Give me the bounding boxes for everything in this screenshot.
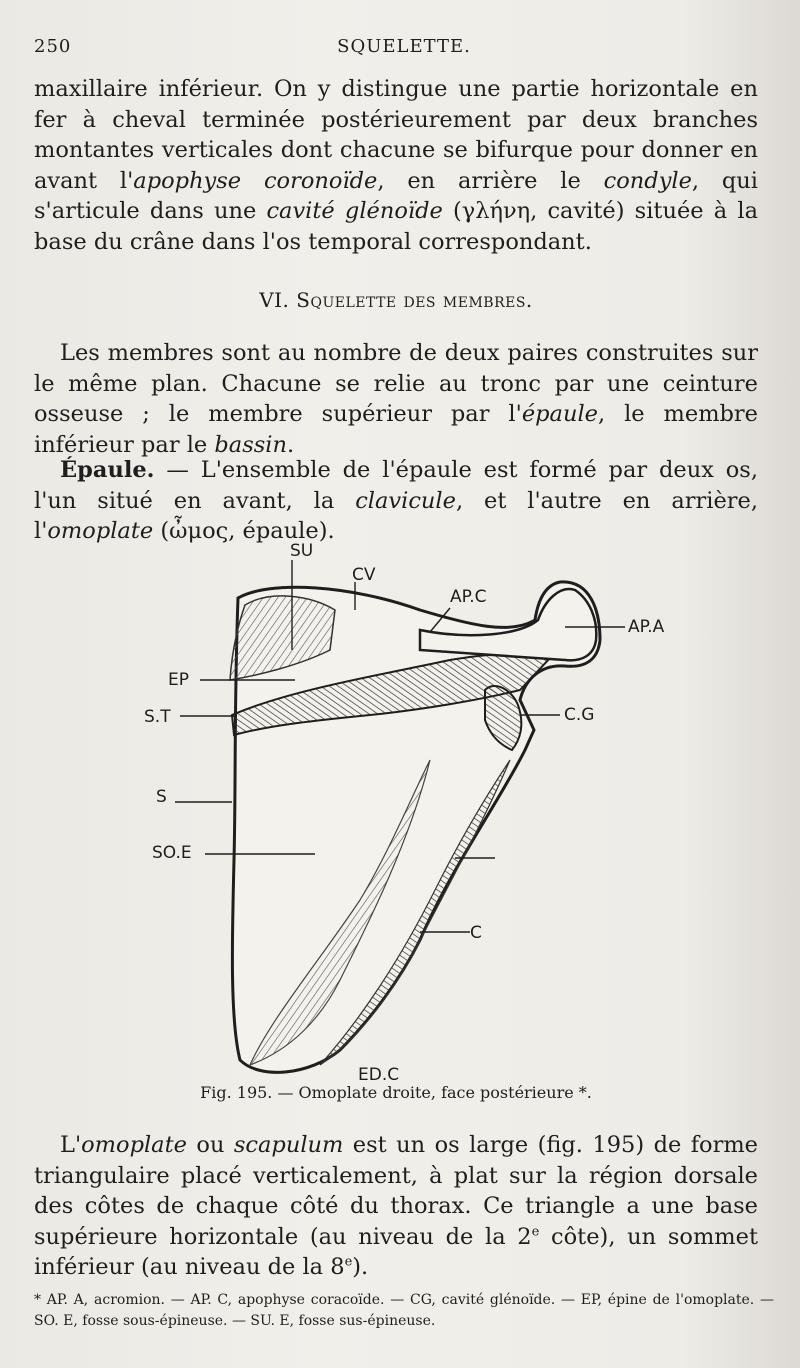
paragraph2-run: bassin [214,431,287,458]
section-title [34,288,758,312]
paragraph3-run: — L'ensemble de l'épaule est formé par deux os, l'un situé en avant, la [34,457,758,514]
label-st: S.T [144,707,171,727]
paragraph4-run: omoplate [81,1132,187,1158]
label-apa: AP.A [628,617,665,637]
paragraph3-run: clavicule [355,487,456,514]
section-heading: Squelette des membres. [296,288,533,312]
label-cv: CV [352,565,376,585]
paragraph1-run: , en arrière le [377,167,604,194]
paragraph3-run: Épaule. [60,457,155,483]
paragraph1-run: (γλήνη, cavité) située à la base du crâne dans l'os temporal correspondant. [34,198,758,255]
label-s: S [156,787,167,807]
paragraph3-run: omoplate [47,518,154,544]
paragraph4-run: e [531,1224,540,1239]
paragraph1-run: apophyse coronoïde [133,167,378,194]
label-c: C [470,923,482,943]
paragraph4-run: L' [60,1132,82,1158]
paragraph1-run: maxillaire inférieur. On y distingue une partie horizontale en fer à cheval terminée postérieurement par deux branches montantes verticales dont chacune se bifurque pour donner en avant [34,76,758,194]
paragraph4-run: ou [186,1132,234,1158]
label-cg: C.G [564,705,595,725]
paragraph4-run: scapulum [233,1132,344,1158]
paragraph2-run: épaule [521,401,598,427]
label-apc: AP.C [450,587,487,607]
footnote: * AP. A, acromion. — AP. C, apophyse coracoïde. — CG, cavité glénoïde. — EP, épine de l'omoplate. — SO. E, fosse sous-épineuse. — SU. E, fosse sus-épineuse. [34,1292,774,1329]
paragraph1-run: l' [119,167,134,194]
label-su: SU [290,541,314,561]
running-title: SQUELETTE. [337,36,471,57]
page-number: 250 [34,36,72,57]
paragraph4-run: ). [352,1254,369,1280]
paragraph-omoplate [34,1130,758,1283]
paragraph3-run: , et l'autre en arrière, l' [34,487,758,544]
paragraph-members [34,338,758,460]
paragraph1-run: cavité glénoïde [266,198,443,224]
section-number: VI. [259,288,290,312]
paragraph1-run: , qui s'articule dans une [34,167,758,224]
label-edc: ED.C [358,1065,400,1085]
paragraph3-run: (ὦμος, épaule). [153,518,335,544]
paragraph4-run: côte), un sommet inférieur (au niveau de la 8 [34,1223,758,1280]
label-soe: SO.E [152,843,192,863]
paragraph2-run: Les membres sont au nombre de deux paires construites sur le même plan. Chacune se relie au tronc par une ceinture osseuse ; le membre supérieur par l' [34,340,758,427]
paragraph4-run: e [344,1254,353,1270]
paragraph2-run: , le membre inférieur par le [34,401,759,458]
paragraph1-run: condyle [603,167,692,194]
figure-caption: Fig. 195. — Omoplate droite, face postérieure *. [200,1083,592,1102]
paragraph-mandible [34,74,758,257]
paragraph2-run: . [287,431,295,458]
page-header [34,36,774,62]
paragraph-shoulder [34,455,758,547]
paragraph4-run: est un os large (fig. 195) de forme triangulaire placé verticalement, à plat sur la région dorsale des côtes de chaque côté du thorax. Ce triangle a une base supérieure horizontale (au niveau de la 2 [34,1132,759,1250]
label-ep: EP [168,670,189,690]
scapula-figure [120,540,665,1095]
